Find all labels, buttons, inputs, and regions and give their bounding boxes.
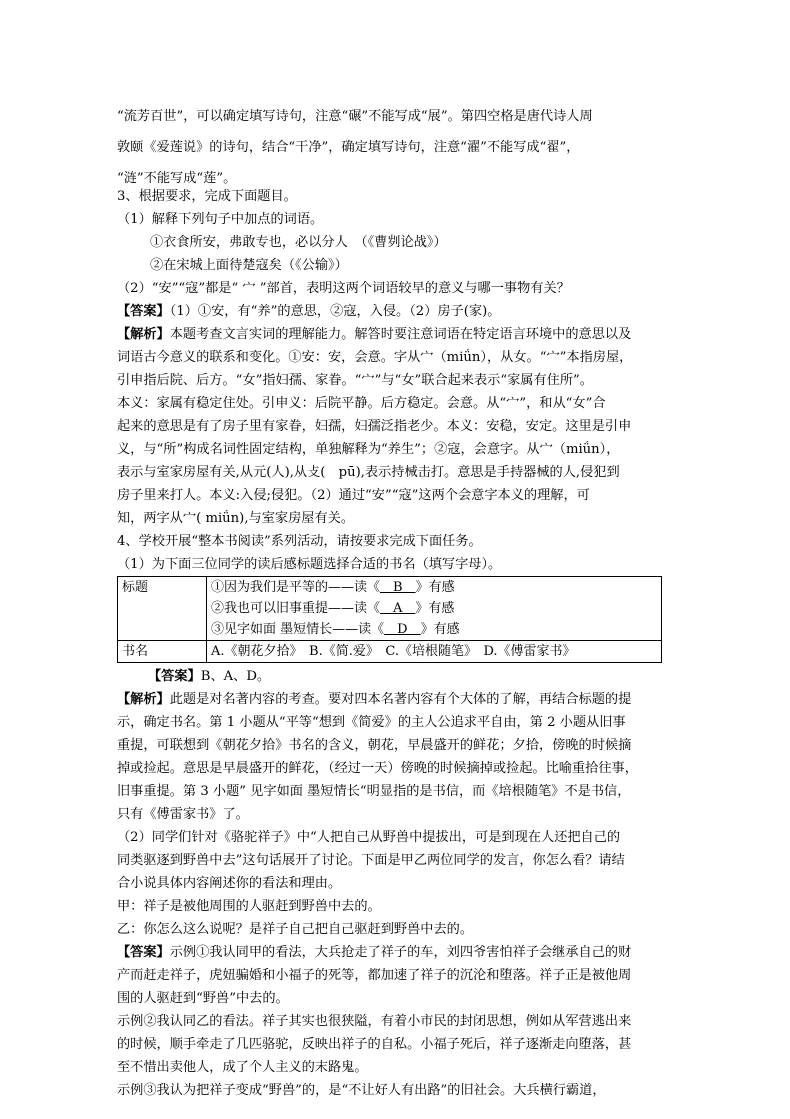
text-line: 围的人驱赶到“野兽”中去的。 bbox=[117, 991, 289, 1006]
continued-explanation bbox=[117, 101, 593, 194]
answer-blank: A bbox=[380, 601, 416, 616]
question-3 bbox=[117, 185, 632, 530]
sub-question: （1）解释下列句子中加点的词语。 bbox=[117, 212, 324, 227]
explanation-text: 本题考查文言实词的理解能力。解答时要注意词语在特定语言环境中的意思以及 bbox=[169, 327, 632, 342]
sub-question: （2）“安”“寇”都是“ 宀 ”部首，表明这两个词语较早的意义与哪一事物有关？ bbox=[117, 281, 570, 296]
statement-jia: 甲：祥子是被他周围的人驱赶到野兽中去的。 bbox=[117, 899, 381, 914]
answer bbox=[117, 300, 632, 323]
explanation-tag: 【解析】 bbox=[117, 327, 170, 342]
question-4 bbox=[117, 530, 662, 1102]
text-line: 示例③我认为把祥子变成“野兽”的，是“不让好人有出路”的旧社会。大兵横行霸道， bbox=[117, 1083, 606, 1098]
text-line: 引申指后院、后方。“女”指妇孺、家眷。“宀”与“女”联合起来表示“家属有住所”。 bbox=[117, 373, 593, 388]
text-line: 房子里来打人。本义:入侵;侵犯。（2）通过“安”“寇”这两个会意字本义的理解，可 bbox=[117, 488, 590, 503]
text-line: 起来的意思是有了房子里有家眷，妇孺，妇孺泛指老少。本义：安稳，安定。这里是引申 bbox=[117, 419, 632, 434]
text-line: “流芳百世”，可以确定填写诗句，注意“碾”不能写成“展”。第四空格是唐代诗人周 bbox=[117, 109, 593, 124]
table-cell-books: A.《朝花夕拾》 B.《简.爱》 C.《培根随笔》 D.《傅雷家书》 bbox=[207, 641, 662, 663]
text-line: 合小说具体内容阐述你的看法和理由。 bbox=[117, 876, 342, 891]
title-line-3: ③见字如面 墨短情长——读《 D 》有感 bbox=[211, 622, 460, 637]
text-line: 示例②我认同乙的看法。祥子其实也很狭隘，有着小市民的封闭思想，例如从军营逃出来 bbox=[117, 1014, 632, 1029]
sentence: ①衣食所安，弗敢专也，必以分人 （《曹刿论战》） bbox=[150, 235, 447, 250]
answer-tag: 【答案】 bbox=[117, 304, 170, 319]
answer-blank: D bbox=[384, 622, 421, 637]
table-row bbox=[118, 577, 662, 641]
text-line: 同类驱逐到野兽中去”这句话展开了讨论。下面是甲乙两位同学的发言，你怎么看？请结 bbox=[117, 853, 625, 868]
explanation bbox=[117, 688, 662, 711]
sub-question: （2）同学们针对《骆驼祥子》中“人把自己从野兽中提拔出，可是到现在人还把自己的 bbox=[117, 830, 621, 845]
answer-text: （1）①安，有“养”的意思，②寇，入侵。（2）房子(家)。 bbox=[169, 304, 501, 319]
text-line: 示，确定书名。第 1 小题从“平等“想到《简爱》的主人公追求平自由，第 2 小题从旧事 bbox=[117, 715, 626, 730]
text-line: 旧事重提。第 3 小题” 见字如面 墨短情长“明显指的是书信，而《培根随笔》不是书信， bbox=[117, 784, 631, 799]
sub-question: （1）为下面三位同学的读后感标题选择合适的书名（填写字母）。 bbox=[117, 557, 502, 572]
text-line: 知，两字从宀( miǘn),与室家房屋有关。 bbox=[117, 511, 355, 526]
answer-tag: 【答案】 bbox=[117, 945, 170, 960]
text-line: 只有《傅雷家书》了。 bbox=[117, 807, 249, 822]
statement-yi: 乙：你怎么这么说呢？是祥子自己把自己驱赶到野兽中去的。 bbox=[117, 922, 474, 937]
table-row bbox=[118, 641, 662, 663]
explanation-tag: 【解析】 bbox=[117, 692, 170, 707]
text-line: 表示与室家房屋有关,从元(人),从攴( pū),表示持械击打。意思是手持器械的人,侵犯到 bbox=[117, 465, 620, 480]
text-line: 产而赶走祥子，虎妞骗婚和小福子的死等，都加速了祥子的沉沦和堕落。祥子正是被他周 bbox=[117, 968, 632, 983]
sentence: ②在宋城上面待楚寇矣（《公输》） bbox=[150, 258, 348, 273]
text-line: 重提，可联想到《朝花夕拾》书名的含义，朝花，早晨盛开的鲜花；夕拾，傍晚的时候摘 bbox=[117, 738, 632, 753]
answer-tag: 【答案】 bbox=[148, 669, 201, 684]
text-line: 至不惜出卖他人，成了个人主义的末路鬼。 bbox=[117, 1060, 368, 1075]
answer bbox=[117, 941, 662, 964]
text-line: 词语古今意义的联系和变化。①安：安，会意。字从宀（miǘn），从女。“宀”本指房屋， bbox=[117, 350, 633, 365]
question-title: 4、学校开展“整本书阅读”系列活动，请按要求完成下面任务。 bbox=[117, 534, 482, 549]
question-title: 3、根据要求，完成下面题目。 bbox=[117, 189, 297, 204]
text-line: 义，与“所”构成名词性固定结构，单独解释为“养生”；②寇，会意字。从宀（miǘn）， bbox=[117, 442, 620, 457]
table-cell-titles bbox=[207, 577, 662, 641]
table-header-title: 标题 bbox=[118, 577, 207, 641]
explanation-text: 此题是对名著内容的考查。要对四本名著内容有个大体的了解，再结合标题的提 bbox=[169, 692, 632, 707]
text-line: 的时候，顺手牵走了几匹骆驼，反映出祥子的自私。小福子死后，祥子逐渐走向堕落，甚 bbox=[117, 1037, 632, 1052]
text-line: 本义：家属有稳定住处。引申义：后院平静。后方稳定。会意。从“宀”，和从“女”合 bbox=[117, 396, 606, 411]
title-line-1: ①因为我们是平等的——读《 B 》有感 bbox=[211, 580, 455, 595]
answer bbox=[117, 665, 662, 688]
text-line: 敦颐《爱莲说》的诗句，结合“干净”，确定填写诗句，注意“濯”不能写成“翟”， bbox=[117, 140, 580, 155]
answer-text: 示例①我认同甲的看法，大兵抢走了祥子的车，刘四爷害怕祥子会继承自己的财 bbox=[169, 945, 632, 960]
explanation bbox=[117, 323, 632, 346]
answer-blank: B bbox=[380, 580, 416, 595]
text-line: 掉或捡起。意思是早晨盛开的鲜花，（经过一天）傍晚的时候摘掉或捡起。比喻重拾往事， bbox=[117, 761, 638, 776]
answer-text: B、A、D。 bbox=[200, 669, 271, 684]
book-table bbox=[117, 576, 662, 663]
title-line-2: ②我也可以旧事重提——读《 A 》有感 bbox=[211, 601, 455, 616]
table-header-books: 书名 bbox=[118, 641, 207, 663]
text-line: “涟”不能写成“莲”。 bbox=[117, 171, 237, 186]
